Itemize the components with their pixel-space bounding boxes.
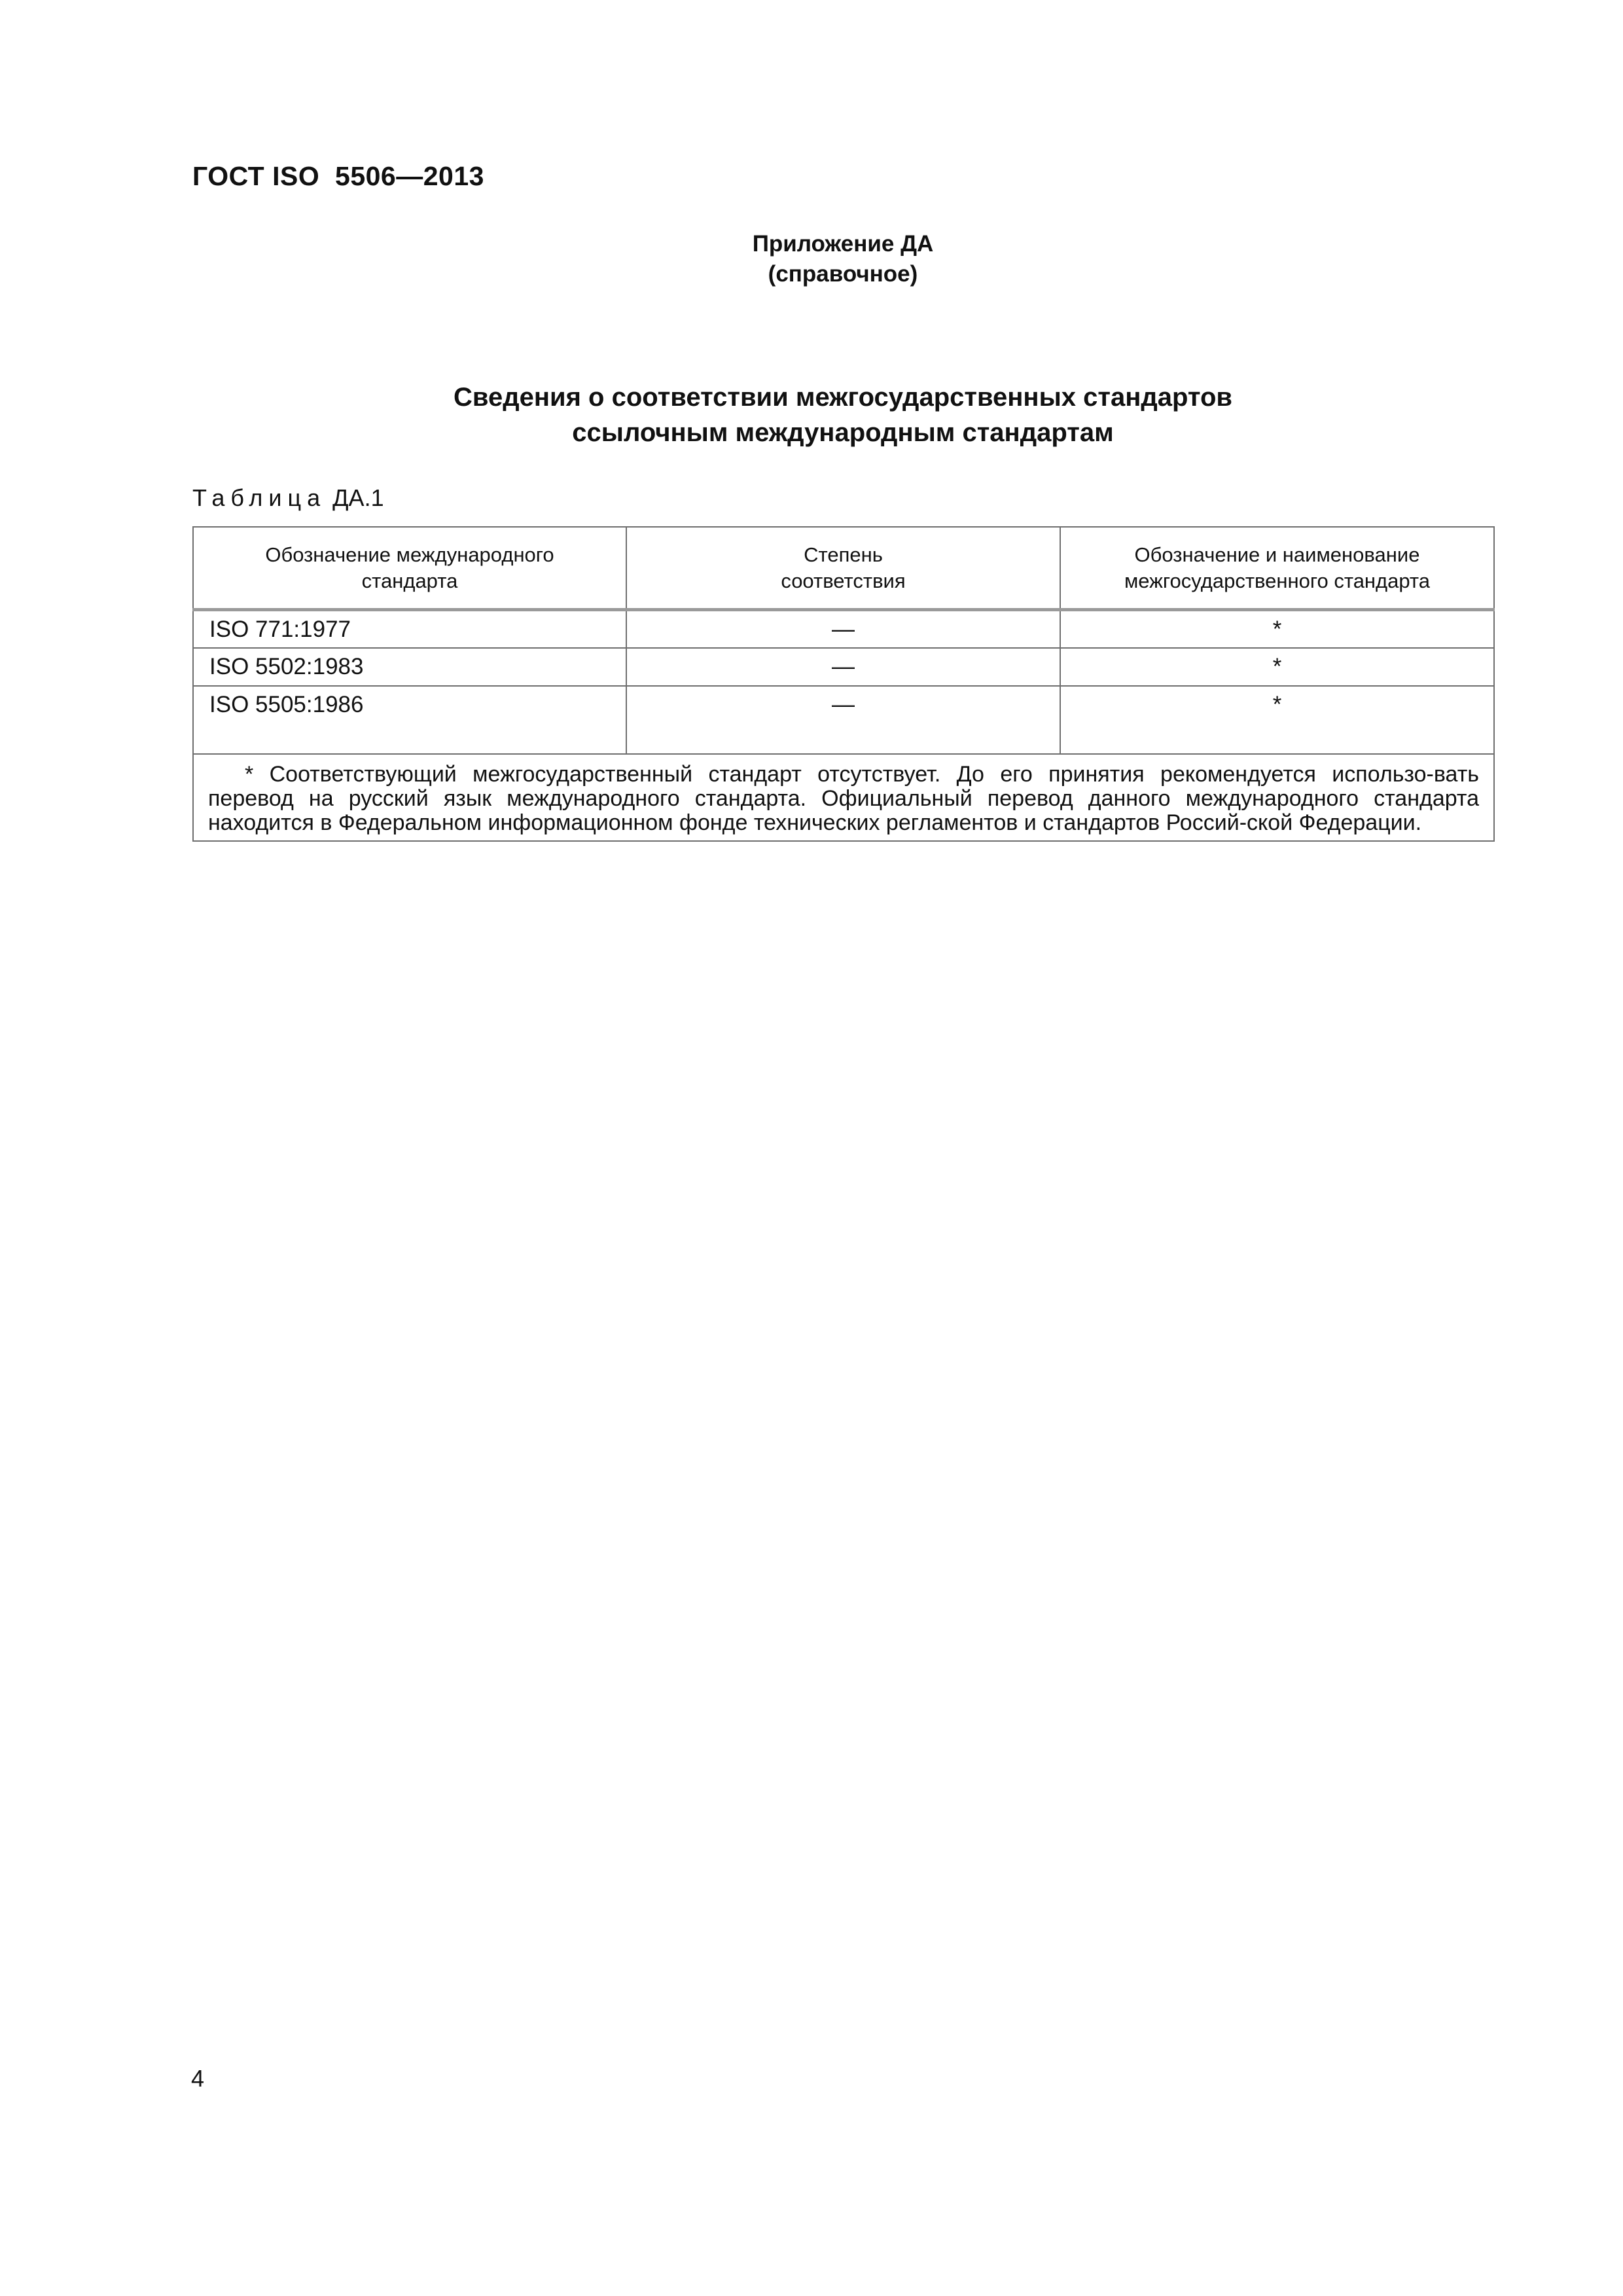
document-code: ГОСТ ISO 5506—2013: [192, 161, 484, 191]
header-degree-of-correspondence: [626, 527, 1060, 610]
table-row: [193, 610, 1494, 648]
cell-interstate-standard: *: [1060, 686, 1494, 754]
cell-international-standard: ISO 5502:1983: [193, 648, 626, 686]
table-footnote: * Соответствующий межгосударственный стандарт отсутствует. До его принятия рекомендуется использо-вать перевод на русский язык международного стандарта. Официальный перевод данного международного стандарта находится в Федеральном информационном фонде технических регламентов и стандартов Россий-ской Федерации.: [208, 761, 1479, 835]
cell-international-standard: ISO 5505:1986: [193, 686, 626, 754]
section-title-line-1: Сведения о соответствии межгосударственных стандартов: [454, 383, 1232, 412]
appendix-title: Приложение ДА: [752, 231, 934, 257]
section-title: [262, 380, 1424, 450]
header-interstate-standard-line-1: Обозначение и наименование: [1134, 543, 1420, 566]
header-international-standard-line-1: Обозначение международного: [265, 543, 554, 566]
correspondence-table: [192, 526, 1495, 842]
section-title-line-2: ссылочным международным стандартам: [572, 418, 1114, 447]
header-interstate-standard-line-2: межгосударственного стандарта: [1124, 569, 1431, 592]
cell-interstate-standard: *: [1060, 610, 1494, 648]
cell-interstate-standard: *: [1060, 648, 1494, 686]
table-caption: [192, 484, 384, 512]
appendix-heading: [647, 229, 1039, 289]
cell-degree: —: [626, 686, 1060, 754]
cell-degree: —: [626, 610, 1060, 648]
correspondence-table-wrapper: [192, 526, 1493, 842]
table-row: [193, 648, 1494, 686]
appendix-subtitle: (справочное): [768, 261, 918, 287]
table-row: [193, 686, 1494, 754]
page-number: 4: [191, 2065, 205, 2092]
table-footnote-cell: [193, 754, 1494, 841]
header-degree-line-2: соответствия: [781, 569, 906, 592]
table-caption-number: ДА.1: [332, 484, 384, 511]
header-degree-line-1: Степень: [804, 543, 883, 566]
header-international-standard: [193, 527, 626, 610]
table-caption-word: Таблица: [192, 484, 327, 511]
header-international-standard-line-2: стандарта: [361, 569, 458, 592]
table-header-row: [193, 527, 1494, 610]
cell-international-standard: ISO 771:1977: [193, 610, 626, 648]
header-interstate-standard: [1060, 527, 1494, 610]
cell-degree: —: [626, 648, 1060, 686]
table-footnote-row: [193, 754, 1494, 841]
